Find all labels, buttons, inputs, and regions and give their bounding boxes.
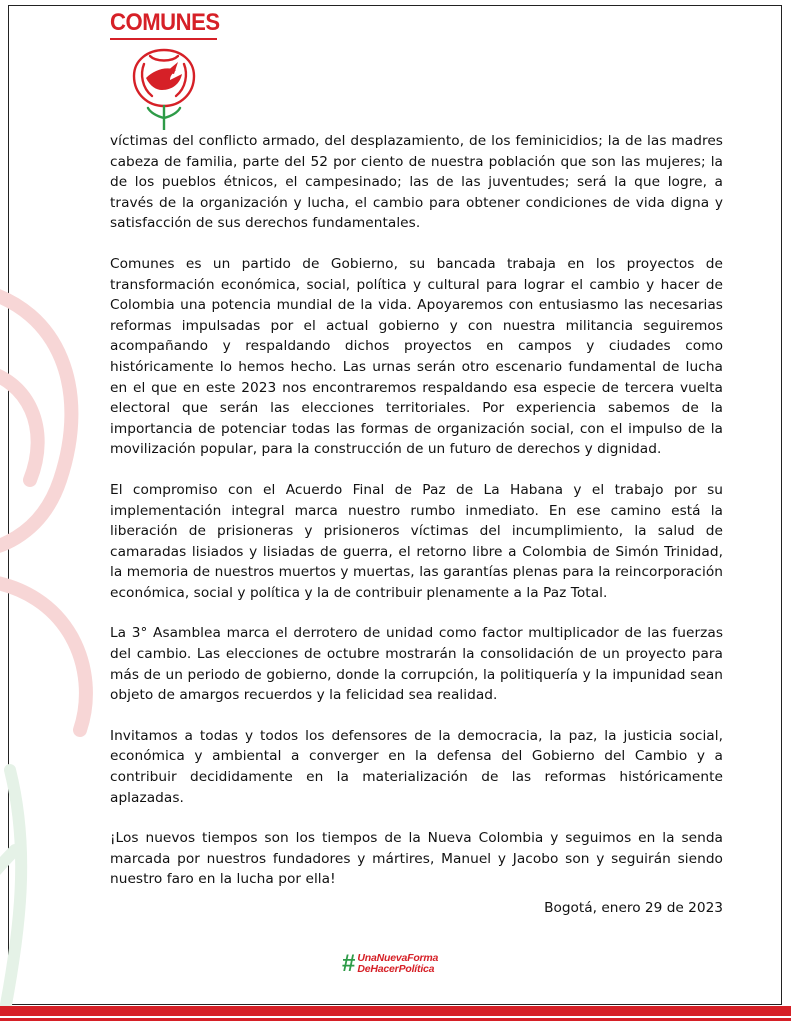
paragraph-6: ¡Los nuevos tiempos son los tiempos de la Nueva Colombia y seguimos en la senda marcada por nuestros fundadores y mártires, Manuel y Jacobo son y seguirán siendo nuestro faro en la lucha por ella!: [110, 830, 723, 888]
paragraph-4: La 3° Asamblea marca el derrotero de unidad como factor multiplicador de las fuerzas del cambio. Las elecciones de octubre mostrarán la consolidación de un proyecto para más de un periodo de gobierno, donde la corrupción, la politiquería y la impunidad sean objeto de amargos recuerdos y la felicidad sea realidad.: [110, 625, 723, 704]
footer-bar-thin: [0, 1018, 791, 1021]
hashtag-line-1: UnaNuevaForma: [357, 952, 439, 964]
hashtag-text: [357, 953, 438, 975]
paragraph-2: Comunes es un partido de Gobierno, su bancada trabaja en los proyectos de transformación económica, social, política y cultural para lograr el cambio y hacer de Colombia una potencia mundial de la vida. Apoyaremos con entusiasmo las necesarias reformas impulsadas por el actual gobierno y con nuestra militancia seguiremos acompañando y respaldando dichos proyectos en campos y ciudades como históricamente lo hemos hecho. Las urnas serán otro escenario fundamental de lucha en el que en este 2023 nos encontraremos respaldando esa especie de tercera vuelta electoral que serán las elecciones territoriales. Por experiencia sabemos de la importancia de potenciar todas las formas de organización social, con el impulso de la movilización popular, para la construcción de un futuro de derechos y dignidad.: [110, 255, 723, 458]
hashtag-line-2: DeHacerPolítica: [357, 963, 435, 975]
hash-icon: #: [342, 950, 356, 977]
paragraph-1: víctimas del conflicto armado, del desplazamiento, de los feminicidios; la de las madres cabeza de familia, parte del 52 por ciento de nuestra población que son las mujeres; la de los pueblos étnicos, el campesinado; las de las juventudes; será la que logre, a través de la organización y lucha, el cambio para obtener condiciones de vida digna y satisfacción de sus derechos fundamentales.: [110, 133, 723, 232]
brand-name: COMUNES: [110, 9, 220, 36]
hashtag-logo: [342, 951, 438, 977]
signature-date: Bogotá, enero 29 de 2023: [544, 900, 723, 916]
rose-dove-icon: [126, 44, 202, 130]
letter-body: [110, 131, 723, 910]
header-logo: [110, 10, 220, 130]
rose-watermark-icon: [0, 250, 120, 1010]
footer-bar: [0, 1006, 791, 1016]
paragraph-3: El compromiso con el Acuerdo Final de Paz de La Habana y el trabajo por su implementación integral marca nuestro rumbo inmediato. En ese camino está la liberación de prisioneras y prisioneros víctimas del incumplimiento, la salud de camaradas lisiados y lisiadas de guerra, el retorno libre a Colombia de Simón Trinidad, la memoria de nuestros muertos y muertas, las garantías plenas para la reincorporación económica, social y política y la de contribuir plenamente a la Paz Total.: [110, 481, 723, 601]
brand-underline: [110, 38, 217, 40]
paragraph-5: Invitamos a todas y todos los defensores de la democracia, la paz, la justicia social, económica y ambiental a converger en la defensa del Gobierno del Cambio y a contribuir decididamente en la materialización de las reformas históricamente aplazadas.: [110, 727, 723, 806]
